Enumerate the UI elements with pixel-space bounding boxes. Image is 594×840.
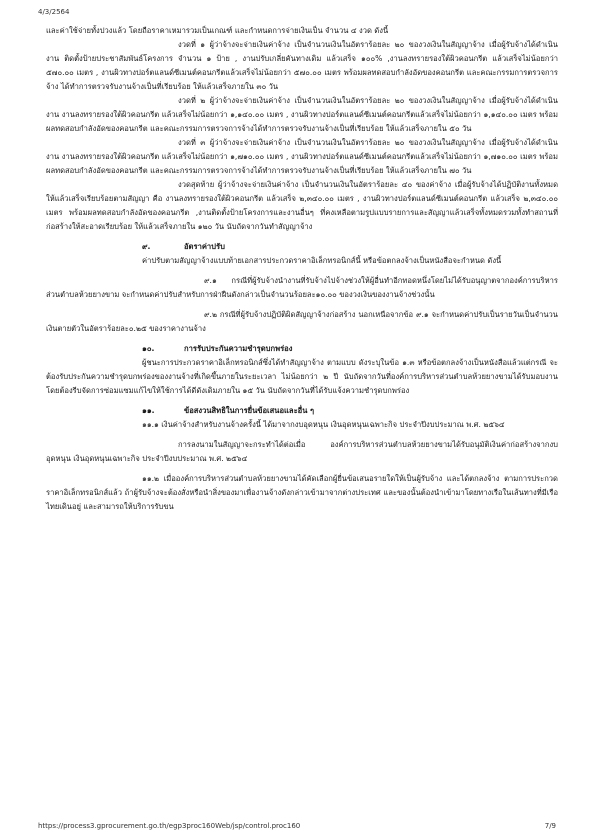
section-11-2: ๑๑.๒ เมื่อองค์การบริหารส่วนตำบลห้วยยางขามได้คัดเลือกผู้ยื่นข้อเสนอรายใดให้เป็นผู้รับจ้าง และได้ตกลงจ้าง ตามการประกวดราคาอิเล็กทรอนิกส์แล้ว ถ้าผู้รับจ้างจะต้องสั่งหรือนำสิ่งของมาเพื่องานจ้างดังกล่าวเข้ามาจากต่างประเทศ และของนั้นต้องนำเข้ามาโดยทางเรือในเส้นทางที่มีเรือไทยเดินอยู่ และสามารถให้บริการรับขน [46, 474, 558, 511]
section-10-heading [142, 342, 558, 356]
section-9-1: ๙.๑ กรณีที่ผู้รับจ้างนำงานที่รับจ้างไปจ้างช่วงให้ผู้อื่นทำอีกทอดหนึ่งโดยไม่ได้รับอนุญาตจากองค์การบริหารส่วนตำบลห้วยยางขาม จะกำหนดค่าปรับสำหรับการฝ่าฝืนดังกล่าวเป็นจำนวนร้อยละ๑๐.๐๐ ของวงเงินของงานจ้างช่วงนั้น [46, 276, 558, 299]
print-date: 4/3/2564 [38, 8, 70, 16]
section-11-heading [142, 404, 558, 418]
intro-paragraph: และค่าใช้จ่ายทั้งปวงแล้ว โดยถือราคาเหมารวมเป็นเกณฑ์ และกำหนดการจ่ายเงินเป็น จำนวน ๔ งวด ดังนี้ [46, 26, 389, 35]
section-9-2: ๙.๒ กรณีที่ผู้รับจ้างปฏิบัติผิดสัญญาจ้างก่อสร้าง นอกเหนือจากข้อ ๙.๑ จะกำหนดค่าปรับเป็นรายวันเป็นจำนวนเงินตายตัวในอัตราร้อยละ๐.๒๕ ของราคางานจ้าง [46, 310, 558, 333]
installment-3: งวดที่ ๓ ผู้ว่าจ้างจะจ่ายเงินค่าจ้าง เป็นจำนวนเงินในอัตราร้อยละ ๒๐ ของวงเงินในสัญญาจ้าง เมื่อผู้รับจ้างได้ดำเนินงาน งานลงทรายรองใต้ผิวคอนกรีต แล้วเสร็จไม่น้อยกว่า ๑,๗๑๐.๐๐ เมตร , งานผิวทางปอร์ตแลนด์ซีเมนต์คอนกรีตแล้วเสร็จไม่น้อยกว่า ๑,๗๑๐.๐๐ เมตร พร้อมผลทดสอบกำลังอัดของคอนกรีต และคณะกรรมการตรวจการจ้างได้ทำการตรวจรับงานจ้างเป็นที่เรียบร้อย ให้แล้วเสร็จภายใน ๗๐ วัน [46, 138, 558, 175]
section-10-title: การรับประกันความชำรุดบกพร่อง [184, 344, 293, 353]
installment-last: งวดสุดท้าย ผู้ว่าจ้างจะจ่ายเงินค่าจ้าง เป็นจำนวนเงินในอัตราร้อยละ ๔๐ ของค่าจ้าง เมื่อผู้รับจ้างได้ปฏิบัติงานทั้งหมด ให้แล้วเสร็จเรียบร้อยตามสัญญา คือ งานลงทรายรองใต้ผิวคอนกรีต แล้วเสร็จ ๒,๓๔๐.๐๐ เมตร , งานผิวทางปอร์ตแลนด์ซีเมนต์คอนกรีต แล้วเสร็จ ๒,๓๔๐.๐๐ เมตร พร้อมผลทดสอบกำลังอัดของคอนกรีต ,งานติดตั้งป้ายโครงการและงานอื่นๆ ที่คงเหลือตามรูปแบบรายการและสัญญาแล้วเสร็จทั้งหมดรวมทั้งทำสถานที่ก่อสร้างให้สะอาดเรียบร้อย ให้แล้วเสร็จภายใน ๑๒๐ วัน นับถัดจากวันทำสัญญาจ้าง [46, 180, 558, 231]
document-body [46, 24, 558, 514]
section-9-number: ๙. [142, 242, 151, 251]
installment-1: งวดที่ ๑ ผู้ว่าจ้างจะจ่ายเงินค่าจ้าง เป็นจำนวนเงินในอัตราร้อยละ ๒๐ ของวงเงินในสัญญาจ้าง เมื่อผู้รับจ้างได้ดำเนินงาน ติดตั้งป้ายประชาสัมพันธ์โครงการ จำนวน ๑ ป้าย , งานปรับเกลี่ยคันทางเดิม แล้วเสร็จ ๑๐๐% ,งานลงทรายรองใต้ผิวคอนกรีต แล้วเสร็จไม่น้อยกว่า ๕๗๐.๐๐ เมตร , งานผิวทางปอร์ตแลนด์ซีเมนต์คอนกรีตแล้วเสร็จไม่น้อยกว่า ๕๗๐.๐๐ เมตร พร้อมผลทดสอบกำลังอัดของคอนกรีต และคณะกรรมการตรวจการจ้าง ได้ทำการตรวจรับงานจ้างเป็นที่เรียบร้อย ให้แล้วเสร็จภายใน ๓๐ วัน [46, 40, 558, 91]
section-11-1b: การลงนามในสัญญาจะกระทำได้ต่อเมื่อ องค์การบริหารส่วนตำบลห้วยยางขามได้รับอนุมัติเงินค่าก่อสร้างจากงบอุดหนุน เงินอุดหนุนเฉพาะกิจ ประจำปีงบประมาณ พ.ศ. ๒๕๖๔ [46, 440, 558, 463]
installment-2: งวดที่ ๒ ผู้ว่าจ้างจะจ่ายเงินค่าจ้าง เป็นจำนวนเงินในอัตราร้อยละ ๒๐ ของวงเงินในสัญญาจ้าง เมื่อผู้รับจ้างได้ดำเนินงาน งานลงทรายรองใต้ผิวคอนกรีต แล้วเสร็จไม่น้อยกว่า ๑,๑๔๐.๐๐ เมตร , งานผิวทางปอร์ตแลนด์ซีเมนต์คอนกรีตแล้วเสร็จไม่น้อยกว่า ๑,๑๔๐.๐๐ เมตร พร้อมผลทดสอบกำลังอัดของคอนกรีต และคณะกรรมการตรวจการจ้างได้ทำการตรวจรับงานจ้างเป็นที่เรียบร้อย ให้แล้วเสร็จภายใน ๕๐ วัน [46, 96, 558, 133]
section-10-body: ผู้ชนะการประกวดราคาอิเล็กทรอนิกส์ซึ่งได้ทำสัญญาจ้าง ตามแบบ ดังระบุในข้อ ๑.๓ หรือข้อตกลงจ้างเป็นหนังสือแล้วแต่กรณี จะต้องรับประกันความชำรุดบกพร่องของงานจ้างที่เกิดขึ้นภายในระยะเวลา ไม่น้อยกว่า ๒ ปี นับถัดจากวันที่องค์การบริหารส่วนตำบลห้วยยางขามได้รับมอบงาน โดยต้องรีบจัดการซ่อมแซมแก้ไขให้ใช้การได้ดีดังเดิมภายใน ๑๕ วัน นับถัดจากวันที่ได้รับแจ้งความชำรุดบกพร่อง [46, 358, 558, 395]
section-10-number: ๑๐. [142, 344, 155, 353]
section-9-intro: ค่าปรับตามสัญญาจ้างแบบท้ายเอกสารประกวดราคาอิเล็กทรอนิกส์นี้ หรือข้อตกลงจ้างเป็นหนังสือจะกำหนด ดังนี้ [142, 256, 502, 265]
section-11-number: ๑๑. [142, 406, 155, 415]
section-11-1a: ๑๑.๑ เงินค่าจ้างสำหรับงานจ้างครั้งนี้ ได้มาจากงบอุดหนุน เงินอุดหนุนเฉพาะกิจ ประจำปีงบประมาณ พ.ศ. ๒๕๖๔ [142, 420, 505, 429]
page-number: 7/9 [544, 822, 556, 830]
section-11-title: ข้อสงวนสิทธิในการยื่นข้อเสนอและอื่น ๆ [184, 406, 315, 415]
section-9-heading [142, 240, 558, 254]
section-9-title: อัตราค่าปรับ [184, 242, 225, 251]
footer-url: https://process3.gprocurement.go.th/egp3proc160Web/jsp/control.proc160 [38, 822, 301, 830]
